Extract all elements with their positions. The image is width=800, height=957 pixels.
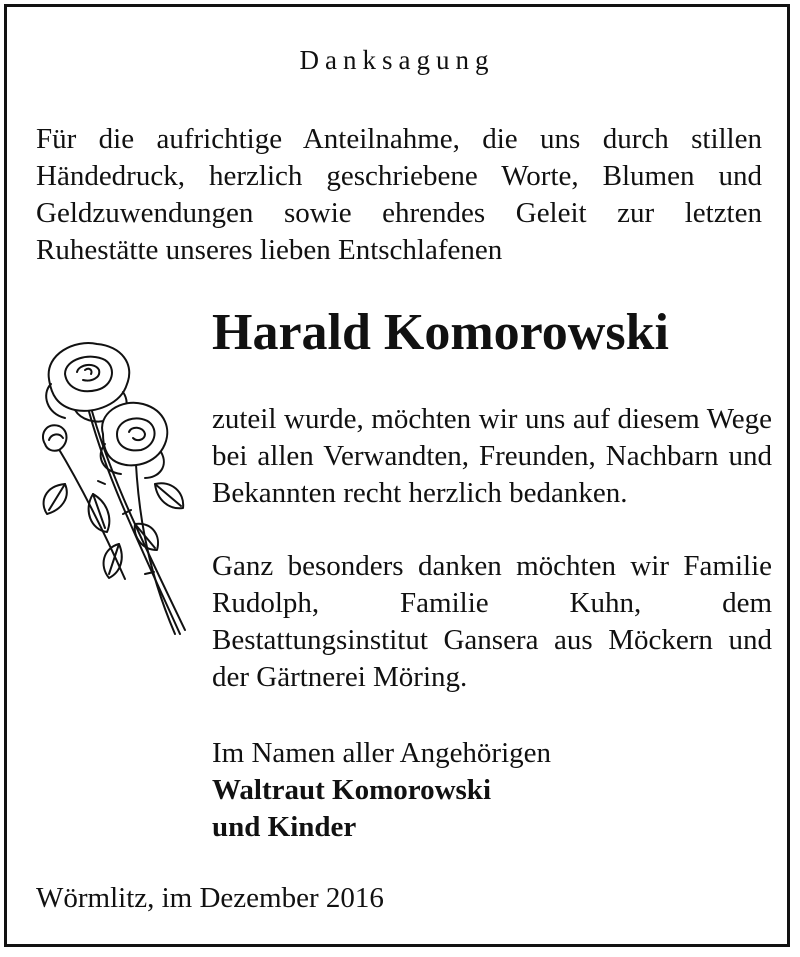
body-paragraph-2: Ganz besonders danken möchten wir Familie Rudolph, Familie Kuhn, dem Bestattungsinstitut Gansera aus Möckern und der Gärtnerei Möring.	[212, 550, 772, 693]
roses-icon	[35, 334, 195, 644]
intro-text: Für die aufrichtige Anteilnahme, die uns durch stillen Händedruck, herzlich geschriebene Worte, Blumen und Geldzuwendungen sowie ehrendes Geleit zur letzten Ruhestätte unseres lieben Entschlafenen	[36, 123, 762, 266]
heading: Danksagung	[299, 45, 495, 75]
body-paragraph-1: zuteil wurde, möchten wir uns auf diesem Wege bei allen Verwandten, Freunden, Nachbarn und Bekannten recht herzlich bedanken.	[212, 403, 772, 509]
signature-line-3: und Kinder	[212, 811, 357, 843]
obituary-card	[4, 4, 790, 947]
place-date: Wörmlitz, im Dezember 2016	[36, 882, 384, 914]
signature-line-2: Waltraut Komorowski	[212, 774, 491, 806]
signature-block	[212, 735, 551, 846]
deceased-name: Harald Komorowski	[212, 304, 669, 361]
signature-line-1: Im Namen aller Angehörigen	[212, 737, 552, 769]
